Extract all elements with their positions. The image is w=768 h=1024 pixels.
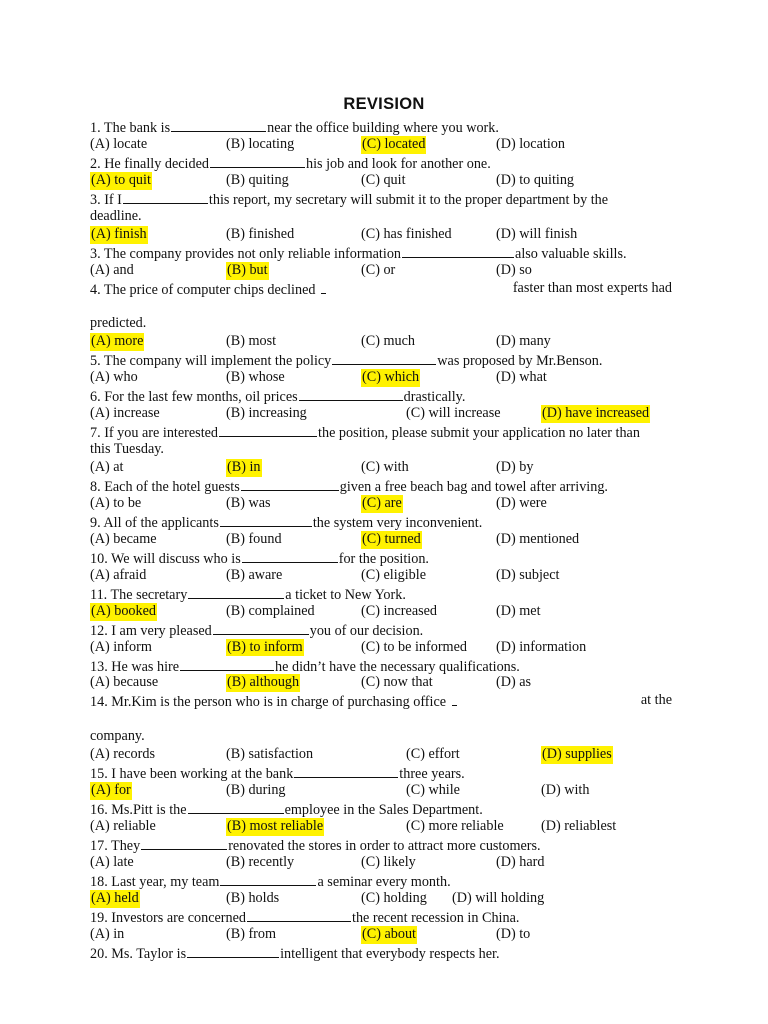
answer-option: (C) with bbox=[361, 459, 409, 476]
answer-option: (B) was bbox=[226, 494, 271, 511]
answer-option: (B) whose bbox=[226, 369, 285, 386]
question-text: the recent recession in China. bbox=[352, 909, 520, 926]
options-row bbox=[90, 531, 672, 549]
question-text: his job and look for another one. bbox=[305, 155, 491, 172]
answer-option: (D) by bbox=[496, 459, 534, 476]
answer-option-highlighted: (B) but bbox=[227, 261, 268, 278]
answer-option: (D) what bbox=[496, 369, 547, 386]
answer-option-highlighted: (C) which bbox=[362, 369, 420, 386]
answer-option: (B) locating bbox=[226, 135, 295, 152]
answer-option: (C) much bbox=[361, 333, 415, 350]
question-text: this Tuesday. bbox=[90, 441, 164, 458]
answer-option: (A) afraid bbox=[90, 566, 147, 583]
options-row bbox=[90, 172, 672, 190]
question-text: for the position. bbox=[338, 550, 429, 567]
question-text: you of our decision. bbox=[309, 622, 424, 639]
question-line bbox=[90, 423, 672, 441]
options-row bbox=[90, 405, 672, 423]
answer-option: (D) so bbox=[496, 261, 532, 278]
answer-option: (A) locate bbox=[90, 135, 148, 152]
answer-blank bbox=[220, 513, 312, 527]
answer-option: (D) will holding bbox=[452, 889, 545, 906]
question-text: a seminar every month. bbox=[317, 873, 451, 890]
question-text: 3. If I bbox=[90, 191, 122, 208]
answer-option: (A) and bbox=[90, 261, 134, 278]
answer-option-highlighted: (C) about bbox=[362, 925, 416, 942]
question-text: also valuable skills. bbox=[515, 245, 627, 262]
question-text: faster than most experts had bbox=[512, 279, 672, 296]
answer-option: (B) satisfaction bbox=[226, 746, 314, 763]
options-row bbox=[90, 818, 672, 836]
question-line bbox=[90, 477, 672, 495]
question-text: deadline. bbox=[90, 207, 142, 224]
options-row bbox=[90, 495, 672, 513]
answer-option: (C) quit bbox=[361, 171, 406, 188]
answer-option-highlighted: (A) more bbox=[91, 333, 144, 350]
answer-blank bbox=[188, 800, 284, 814]
answer-option: (D) to bbox=[496, 925, 531, 942]
page-title: REVISION bbox=[343, 95, 425, 113]
answer-option: (B) recently bbox=[226, 853, 295, 870]
answer-option-highlighted: (B) to inform bbox=[227, 638, 303, 655]
answer-option: (D) were bbox=[496, 494, 547, 511]
question-text: drastically. bbox=[403, 389, 466, 406]
answer-option: (D) as bbox=[496, 674, 532, 691]
answer-blank bbox=[213, 621, 309, 635]
question-line bbox=[90, 351, 672, 369]
question-text: 8. Each of the hotel guests bbox=[90, 479, 240, 495]
question-text: this report, my secretary will submit it to the proper department by the bbox=[208, 191, 609, 208]
answer-option: (A) inform bbox=[90, 638, 152, 655]
answer-blank bbox=[171, 118, 266, 132]
options-row bbox=[90, 333, 672, 351]
answer-option: (D) hard bbox=[496, 853, 545, 870]
question-text: renovated the stores in order to attract more customers. bbox=[228, 838, 541, 854]
answer-option: (C) more reliable bbox=[406, 818, 504, 835]
question-line bbox=[90, 513, 672, 531]
question-text: 15. I have been working at the bank bbox=[90, 766, 294, 783]
options-row bbox=[90, 262, 672, 280]
answer-blank bbox=[247, 908, 351, 922]
question-text: 13. He was hire bbox=[90, 658, 180, 675]
justified-question bbox=[90, 692, 672, 712]
question-line bbox=[90, 836, 672, 854]
answer-option: (A) became bbox=[90, 530, 157, 547]
question-line bbox=[90, 800, 672, 818]
answer-blank bbox=[241, 477, 339, 491]
question-text: the system very inconvenient. bbox=[312, 514, 483, 531]
question-text: 9. All of the applicants bbox=[90, 514, 219, 531]
answer-blank bbox=[402, 244, 514, 258]
options-row bbox=[90, 746, 672, 764]
answer-option-highlighted: (D) have increased bbox=[542, 405, 650, 422]
question-line bbox=[90, 280, 672, 298]
question-text: 20. Ms. Taylor is bbox=[90, 945, 187, 962]
answer-option: (B) found bbox=[226, 530, 282, 547]
question-text: 7. If you are interested bbox=[90, 425, 219, 442]
answer-blank bbox=[219, 423, 317, 437]
answer-option: (D) reliablest bbox=[541, 818, 617, 835]
question-text: 18. Last year, my team bbox=[90, 873, 220, 890]
answer-blank bbox=[141, 836, 227, 850]
question-line bbox=[90, 315, 672, 333]
question-line bbox=[90, 692, 672, 710]
question-text: company. bbox=[90, 728, 145, 745]
answer-option: (C) to be informed bbox=[361, 638, 467, 655]
answer-option: (C) holding bbox=[361, 889, 427, 906]
question-text: a ticket to New York. bbox=[285, 586, 406, 603]
question-line bbox=[90, 585, 672, 603]
question-text: 19. Investors are concerned bbox=[90, 909, 246, 926]
answer-option: (A) who bbox=[90, 369, 138, 386]
answer-option: (C) effort bbox=[406, 746, 460, 763]
question-line bbox=[90, 154, 672, 172]
question-text: given a free beach bag and towel after arriving. bbox=[339, 479, 608, 495]
answer-option-highlighted: (A) for bbox=[91, 782, 131, 799]
question-text: 12. I am very pleased bbox=[90, 622, 212, 639]
question-line bbox=[90, 190, 672, 208]
answer-option-highlighted: (B) most reliable bbox=[227, 818, 324, 835]
question-line bbox=[90, 872, 672, 890]
options-row bbox=[90, 369, 672, 387]
answer-option: (D) with bbox=[541, 782, 590, 799]
answer-blank bbox=[332, 351, 436, 365]
question-text: was proposed by Mr.Benson. bbox=[437, 353, 603, 370]
question-text: intelligent that everybody respects her. bbox=[280, 945, 500, 962]
options-row bbox=[90, 926, 672, 944]
answer-blank bbox=[242, 549, 338, 563]
options-row bbox=[90, 639, 672, 657]
options-row bbox=[90, 567, 672, 585]
options-row bbox=[90, 890, 672, 908]
question-text: 3. The company provides not only reliable information bbox=[90, 245, 402, 262]
answer-option: (D) subject bbox=[496, 566, 560, 583]
answer-option: (C) now that bbox=[361, 674, 433, 691]
answer-option: (B) during bbox=[226, 782, 286, 799]
justified-question bbox=[90, 280, 672, 300]
answer-option: (C) while bbox=[406, 782, 460, 799]
question-text: 14. Mr.Kim is the person who is in charge of purchasing office bbox=[90, 692, 463, 712]
question-text: employee in the Sales Department. bbox=[284, 802, 483, 819]
answer-option-highlighted: (D) supplies bbox=[542, 746, 612, 763]
answer-option-highlighted: (A) booked bbox=[91, 602, 157, 619]
answer-blank bbox=[452, 692, 457, 706]
options-row bbox=[90, 226, 672, 244]
answer-blank bbox=[210, 154, 305, 168]
question-text: 16. Ms.Pitt is the bbox=[90, 802, 187, 819]
options-row bbox=[90, 854, 672, 872]
question-line bbox=[90, 728, 672, 746]
question-text: three years. bbox=[399, 766, 465, 783]
answer-option-highlighted: (C) turned bbox=[362, 530, 421, 547]
answer-option: (D) to quiting bbox=[496, 171, 575, 188]
options-row bbox=[90, 459, 672, 477]
answer-blank bbox=[123, 190, 208, 204]
answer-option-highlighted: (A) finish bbox=[91, 225, 147, 242]
answer-option: (A) reliable bbox=[90, 818, 156, 835]
answer-blank bbox=[187, 944, 279, 958]
answer-option: (C) or bbox=[361, 261, 396, 278]
answer-option: (C) will increase bbox=[406, 405, 501, 422]
question-line bbox=[90, 244, 672, 262]
options-row bbox=[90, 674, 672, 692]
answer-blank bbox=[180, 657, 274, 671]
answer-option: (B) finished bbox=[226, 225, 295, 242]
answer-blank bbox=[188, 585, 284, 599]
answer-option: (A) because bbox=[90, 674, 159, 691]
answer-option-highlighted: (B) in bbox=[227, 459, 261, 476]
answer-option: (D) location bbox=[496, 135, 565, 152]
answer-option: (B) complained bbox=[226, 602, 315, 619]
answer-option: (A) at bbox=[90, 459, 124, 476]
answer-option: (D) will finish bbox=[496, 225, 578, 242]
question-text: 2. He finally decided bbox=[90, 155, 209, 172]
answer-option: (D) mentioned bbox=[496, 530, 580, 547]
question-text: the position, please submit your application no later than bbox=[318, 425, 640, 442]
answer-option-highlighted: (C) located bbox=[362, 135, 426, 152]
question-text: at the bbox=[640, 692, 672, 709]
answer-blank bbox=[299, 387, 403, 401]
answer-option: (B) aware bbox=[226, 566, 283, 583]
question-text: near the office building where you work. bbox=[267, 120, 499, 136]
answer-option: (B) holds bbox=[226, 889, 280, 906]
question-line bbox=[90, 441, 672, 459]
options-row bbox=[90, 782, 672, 800]
answer-option-highlighted: (A) held bbox=[91, 889, 139, 906]
answer-option: (D) many bbox=[496, 333, 551, 350]
answer-option: (D) information bbox=[496, 638, 587, 655]
answer-option: (A) in bbox=[90, 925, 125, 942]
answer-option: (C) eligible bbox=[361, 566, 427, 583]
answer-option: (A) records bbox=[90, 746, 155, 763]
question-line bbox=[90, 764, 672, 782]
question-line bbox=[90, 208, 672, 226]
question-line bbox=[90, 118, 672, 136]
answer-option: (A) late bbox=[90, 853, 134, 870]
answer-blank bbox=[294, 764, 398, 778]
question-line bbox=[90, 908, 672, 926]
question-text: 17. They bbox=[90, 838, 141, 854]
answer-option: (D) met bbox=[496, 602, 541, 619]
question-text: he didn’t have the necessary qualifications. bbox=[275, 658, 520, 675]
answer-option: (A) to be bbox=[90, 494, 142, 511]
question-text: 10. We will discuss who is bbox=[90, 550, 241, 567]
question-line bbox=[90, 549, 672, 567]
answer-option-highlighted: (A) to quit bbox=[91, 171, 151, 188]
answer-option: (B) from bbox=[226, 925, 277, 942]
answer-option: (C) has finished bbox=[361, 225, 452, 242]
options-row bbox=[90, 603, 672, 621]
question-text: 1. The bank is bbox=[90, 120, 171, 136]
answer-option: (C) increased bbox=[361, 602, 438, 619]
question-text: 11. The secretary bbox=[90, 586, 188, 603]
answer-option: (B) quiting bbox=[226, 171, 289, 188]
answer-option: (C) likely bbox=[361, 853, 416, 870]
question-line bbox=[90, 387, 672, 405]
question-line bbox=[90, 944, 672, 962]
answer-blank bbox=[220, 872, 316, 886]
answer-blank bbox=[321, 280, 326, 294]
answer-option-highlighted: (C) are bbox=[362, 494, 402, 511]
question-line bbox=[90, 657, 672, 675]
options-row bbox=[90, 136, 672, 154]
question-text: 4. The price of computer chips declined bbox=[90, 280, 332, 300]
answer-option: (B) increasing bbox=[226, 405, 307, 422]
answer-option: (A) increase bbox=[90, 405, 160, 422]
question-text: predicted. bbox=[90, 315, 147, 332]
answer-option: (B) most bbox=[226, 333, 277, 350]
question-line bbox=[90, 621, 672, 639]
question-text: 5. The company will implement the policy bbox=[90, 353, 332, 370]
answer-option-highlighted: (B) although bbox=[227, 674, 300, 691]
question-text: 6. For the last few months, oil prices bbox=[90, 389, 298, 406]
